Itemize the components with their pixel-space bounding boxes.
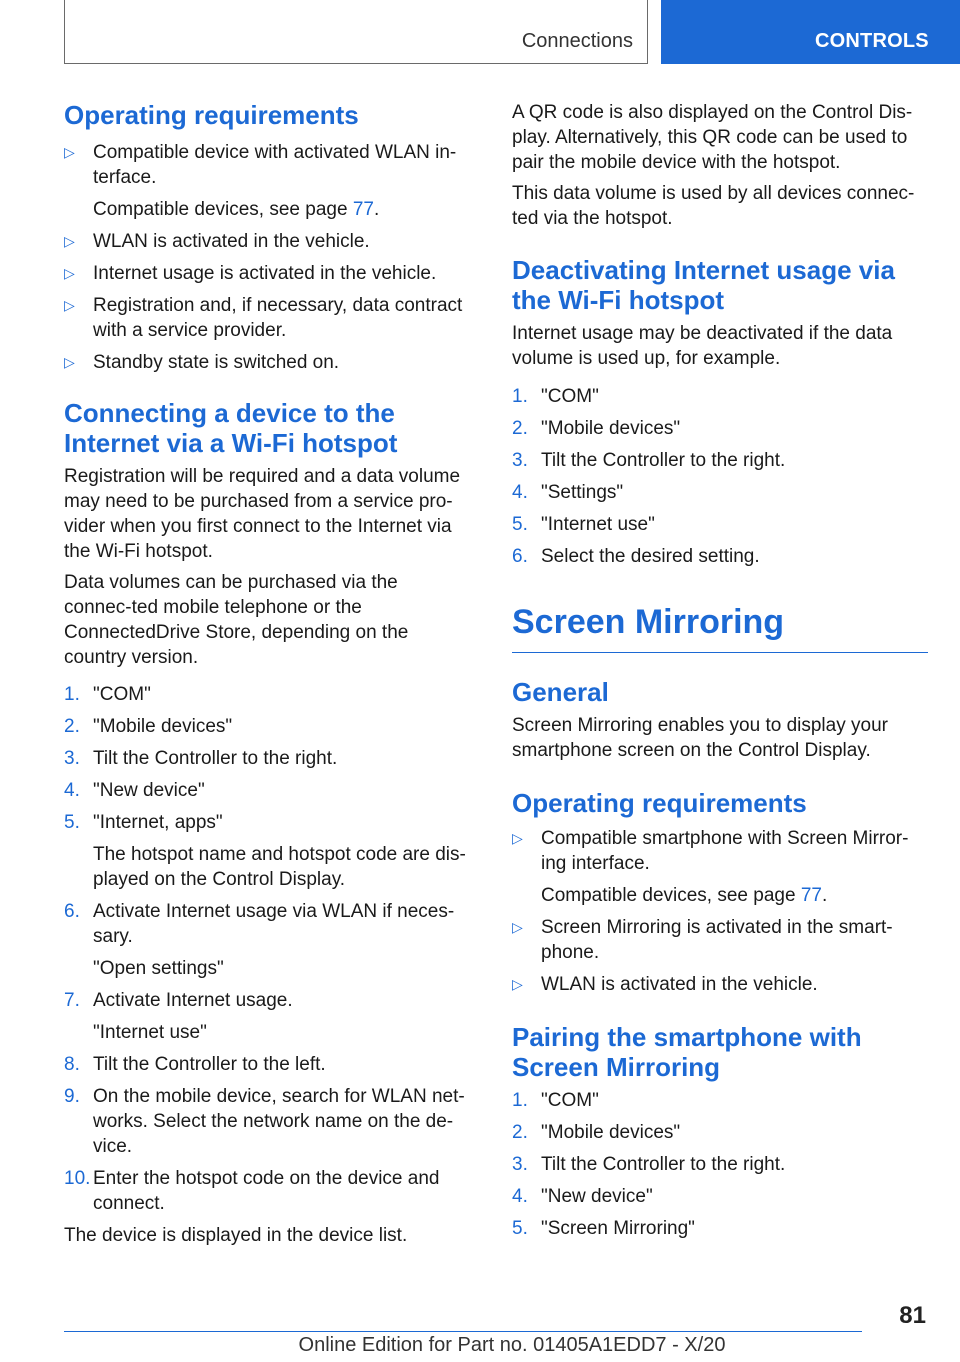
list-item-text: Internet usage is activated in the vehicle.	[93, 263, 437, 284]
left-column	[64, 100, 468, 1248]
step-number: 5.	[512, 514, 528, 535]
step-text: Tilt the Controller to the left.	[93, 1054, 326, 1075]
deactivating-heading: Deactivating Internet usage via the Wi-Fi hotspot	[512, 255, 895, 315]
step-text: "Screen Mirroring"	[541, 1218, 695, 1239]
list-item	[512, 915, 928, 965]
note-text: Compatible devices, see page	[93, 199, 353, 220]
step-number: 4.	[64, 780, 80, 801]
step-text: "Mobile devices"	[541, 1122, 681, 1143]
header-frame	[64, 0, 648, 64]
note-punct: .	[373, 199, 380, 220]
step-item	[64, 988, 468, 1045]
step-text: "Internet use"	[541, 514, 655, 535]
step-text: Enter the hotspot code on the device and connect.	[93, 1168, 440, 1214]
step-text: "COM"	[93, 684, 151, 705]
step-number: 2.	[512, 1122, 528, 1143]
triangle-bullet-icon: ▷	[64, 354, 75, 370]
note-text: Compatible devices, see page	[541, 885, 801, 906]
step-item	[512, 1216, 928, 1241]
deactivate-steps-list	[512, 384, 928, 569]
step-item	[512, 1184, 928, 1209]
step-item	[512, 1152, 928, 1177]
connecting-device-heading: Connecting a device to the Internet via a Wi-Fi hotspot	[64, 398, 398, 458]
step-number: 6.	[512, 546, 528, 567]
triangle-bullet-icon: ▷	[512, 830, 523, 846]
step-number: 4.	[512, 1186, 528, 1207]
step-number: 6.	[64, 901, 80, 922]
list-item	[512, 972, 928, 997]
closing-paragraph: The device is displayed in the device list.	[64, 1225, 408, 1246]
step-item	[512, 544, 928, 569]
triangle-bullet-icon: ▷	[64, 265, 75, 281]
list-item-note	[93, 197, 468, 222]
step-item	[64, 682, 468, 707]
step-item	[64, 1084, 468, 1159]
step-text: "New device"	[541, 1186, 653, 1207]
pairing-heading: Pairing the smartphone with Screen Mirroring	[512, 1022, 862, 1082]
requirements-list	[64, 140, 468, 375]
list-item-text: Compatible smartphone with Screen Mirror-ing interface.	[541, 828, 909, 874]
page-number: 81	[899, 1302, 926, 1329]
step-text: "Mobile devices"	[93, 716, 233, 737]
step-number: 4.	[512, 482, 528, 503]
step-text: Select the desired setting.	[541, 546, 760, 567]
step-text: "Internet, apps"	[93, 812, 223, 833]
step-text: Tilt the Controller to the right.	[93, 748, 338, 769]
step-item	[512, 480, 928, 505]
step-item	[512, 448, 928, 473]
step-number: 3.	[512, 1154, 528, 1175]
triangle-bullet-icon: ▷	[512, 919, 523, 935]
paragraph: Data volumes can be purchased via the connec-ted mobile telephone or the ConnectedDrive Store, depending on the country version.	[64, 572, 409, 668]
triangle-bullet-icon: ▷	[64, 233, 75, 249]
list-item-note	[541, 883, 928, 908]
paragraph: Registration will be required and a data volume may need to be purchased from a service pro-vider when you first connect to the Internet via the Wi-Fi hotspot.	[64, 466, 461, 562]
step-text: Tilt the Controller to the right.	[541, 450, 786, 471]
paragraph: This data volume is used by all devices connec-ted via the hotspot.	[512, 183, 915, 229]
step-number: 5.	[512, 1218, 528, 1239]
step-number: 1.	[64, 684, 80, 705]
step-text: "New device"	[93, 780, 205, 801]
step-number: 10.	[64, 1168, 91, 1189]
paragraph: Screen Mirroring enables you to display your smartphone screen on the Control Display.	[512, 715, 888, 761]
screen-mirroring-heading: Screen Mirroring	[512, 602, 928, 653]
paragraph: Internet usage may be deactivated if the data volume is used up, for example.	[512, 323, 893, 369]
paragraph: A QR code is also displayed on the Control Dis-play. Alternatively, this QR code can be used to pair the mobile device with the hotspot.	[512, 102, 913, 173]
step-item	[512, 416, 928, 441]
list-item-text: Screen Mirroring is activated in the smart-phone.	[541, 917, 893, 963]
step-item	[64, 778, 468, 803]
pairing-steps-list	[512, 1088, 928, 1241]
step-item	[64, 714, 468, 739]
step-number: 3.	[512, 450, 528, 471]
step-item	[512, 1120, 928, 1145]
step-text: "Settings"	[541, 482, 624, 503]
list-item	[64, 140, 468, 222]
step-item	[512, 512, 928, 537]
step-text: Tilt the Controller to the right.	[541, 1154, 786, 1175]
step-item	[64, 1052, 468, 1077]
step-note: "Open settings"	[93, 958, 224, 979]
step-text: "Mobile devices"	[541, 418, 681, 439]
list-item-text: WLAN is activated in the vehicle.	[93, 231, 370, 252]
list-item	[64, 350, 468, 375]
note-punct: .	[821, 885, 828, 906]
step-item	[512, 1088, 928, 1113]
step-number: 9.	[64, 1086, 80, 1107]
list-item-text: Standby state is switched on.	[93, 352, 340, 373]
step-item	[64, 746, 468, 771]
step-text: On the mobile device, search for WLAN net-works. Select the network name on the de-vice.	[93, 1086, 465, 1157]
right-column	[512, 100, 928, 1241]
page-link[interactable]: 77	[352, 199, 374, 220]
step-note: "Internet use"	[93, 1022, 207, 1043]
step-number: 5.	[64, 812, 80, 833]
list-item	[64, 261, 468, 286]
triangle-bullet-icon: ▷	[64, 297, 75, 313]
list-item	[64, 293, 468, 343]
step-text: "COM"	[541, 1090, 599, 1111]
list-item-text: WLAN is activated in the vehicle.	[541, 974, 818, 995]
steps-list	[64, 682, 468, 1216]
header-tab-controls[interactable]: CONTROLS	[661, 0, 960, 64]
step-text: "COM"	[541, 386, 599, 407]
step-number: 1.	[512, 386, 528, 407]
operating-requirements-heading: Operating requirements	[512, 788, 807, 818]
step-text: Activate Internet usage.	[93, 990, 293, 1011]
list-item	[512, 826, 928, 908]
page-link[interactable]: 77	[800, 885, 822, 906]
footer-divider	[64, 1331, 862, 1332]
operating-requirements-heading: Operating requirements	[64, 100, 359, 130]
list-item-text: Compatible device with activated WLAN in-terface.	[93, 142, 457, 188]
step-number: 2.	[64, 716, 80, 737]
list-item-text: Registration and, if necessary, data contract with a service provider.	[93, 295, 463, 341]
step-note: The hotspot name and hotspot code are dis-played on the Control Display.	[93, 844, 466, 890]
step-number: 7.	[64, 990, 80, 1011]
step-item	[512, 384, 928, 409]
requirements-list	[512, 826, 928, 997]
step-number: 3.	[64, 748, 80, 769]
step-text: Activate Internet usage via WLAN if neces-sary.	[93, 901, 455, 947]
step-number: 1.	[512, 1090, 528, 1111]
step-number: 2.	[512, 418, 528, 439]
step-number: 8.	[64, 1054, 80, 1075]
header-section-title: Connections	[521, 30, 633, 52]
general-heading: General	[512, 677, 609, 707]
step-item	[64, 899, 468, 981]
step-item	[64, 810, 468, 892]
triangle-bullet-icon: ▷	[512, 976, 523, 992]
triangle-bullet-icon: ▷	[64, 144, 75, 160]
footer-edition: Online Edition for Part no. 01405A1EDD7 - X/20	[298, 1334, 726, 1356]
list-item	[64, 229, 468, 254]
step-item	[64, 1166, 468, 1216]
